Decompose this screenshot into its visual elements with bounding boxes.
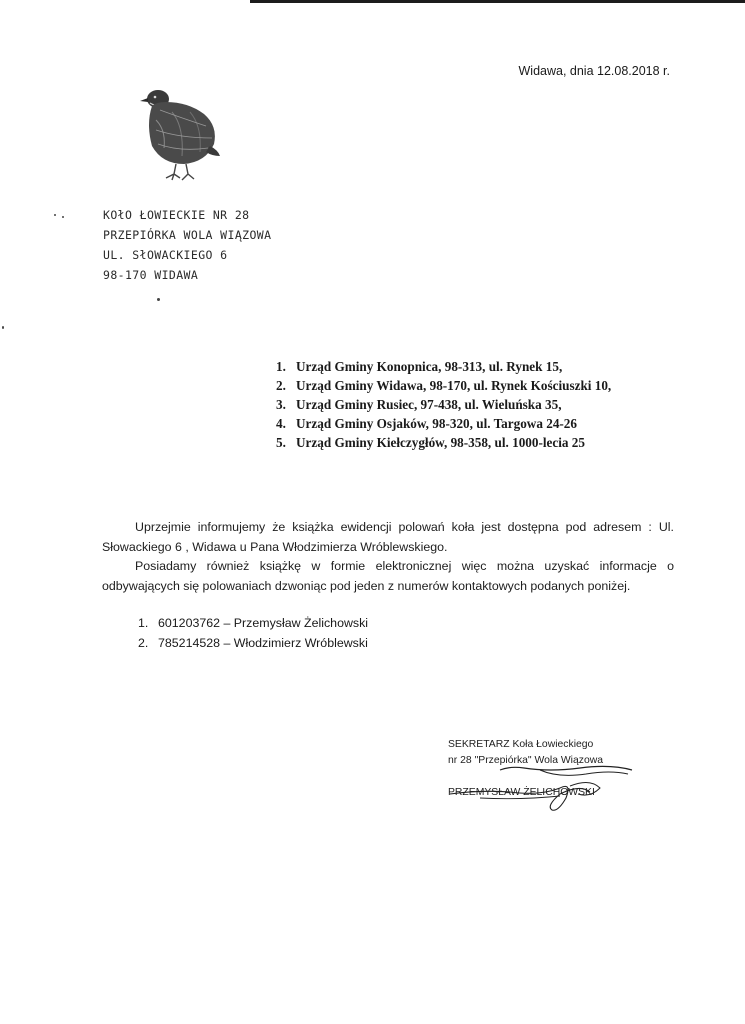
scan-edge — [250, 0, 745, 3]
recipient-address: Urząd Gminy Widawa, 98-170, ul. Rynek Kościuszki 10, — [296, 378, 612, 393]
club-postal-city: 98-170 WIDAWA — [103, 268, 199, 282]
recipient-address: Urząd Gminy Kiełczygłów, 98-358, ul. 1000-lecia 25 — [296, 435, 585, 450]
signature-title: SEKRETARZ Koła Łowieckiego — [448, 739, 594, 750]
club-street: UL. SłOWACKIEGO 6 — [103, 248, 228, 262]
club-subname: PRZEPIÓRKA WOLA WIĄZOWA — [103, 228, 272, 242]
list-item: 2. Urząd Gminy Widawa, 98-170, ul. Rynek Kościuszki 10, — [276, 378, 612, 393]
contact-list — [138, 614, 368, 653]
signature-club: nr 28 "Przepiórka" Wola Wiązowa — [448, 754, 604, 766]
signatory-name: PRZEMYSŁAW ŻELICHOWSKI — [448, 787, 595, 798]
contact-entry: 601203762 – Przemysław Żelichowski — [158, 616, 369, 630]
list-item: 2. 785214528 – Włodzimierz Wróblewski — [138, 635, 368, 650]
scan-speck — [54, 214, 56, 216]
body-paragraph: Uprzejmie informujemy że książka ewidencji polowań koła jest dostępna pod adresem : Ul. Słowackiego 6 , Widawa u Pana Włodzimierza Wróblewskiego. — [102, 520, 674, 554]
list-item: 3. Urząd Gminy Rusiec, 97-438, ul. Wieluńska 35, — [276, 397, 562, 412]
recipient-address: Urząd Gminy Rusiec, 97-438, ul. Wieluńska 35, — [296, 397, 562, 412]
list-item: 4. Urząd Gminy Osjaków, 98-320, ul. Targowa 24-26 — [276, 416, 577, 431]
quail-bird-icon — [136, 86, 220, 182]
list-item: 5. Urząd Gminy Kiełczygłów, 98-358, ul. 1000-lecia 25 — [276, 435, 585, 450]
club-name: KOłO ŁOWIECKIE NR 28 — [103, 208, 250, 222]
letter-body — [102, 518, 674, 596]
scan-speck — [62, 216, 64, 218]
recipient-address: Urząd Gminy Konopnica, 98-313, ul. Rynek 15, — [296, 359, 563, 374]
scan-speck — [2, 326, 4, 329]
handwritten-signature — [440, 748, 640, 816]
recipient-address: Urząd Gminy Osjaków, 98-320, ul. Targowa 24-26 — [296, 416, 577, 431]
contact-entry: 785214528 – Włodzimierz Wróblewski — [158, 635, 368, 650]
body-paragraph: Posiadamy również książkę w formie elektronicznej więc można uzyskać informacje o odbywających się polowaniach dzwoniąc pod jeden z numerów kontaktowych podanych poniżej. — [102, 559, 674, 593]
list-item: 1. 601203762 – Przemysław Żelichowski — [138, 616, 369, 630]
date-line: Widawa, dnia 12.08.2018 r. — [518, 64, 670, 78]
recipient-list — [276, 357, 611, 452]
list-item: 1. Urząd Gminy Konopnica, 98-313, ul. Rynek 15, — [276, 359, 563, 374]
scan-speck — [157, 298, 160, 301]
letterhead — [103, 205, 271, 285]
